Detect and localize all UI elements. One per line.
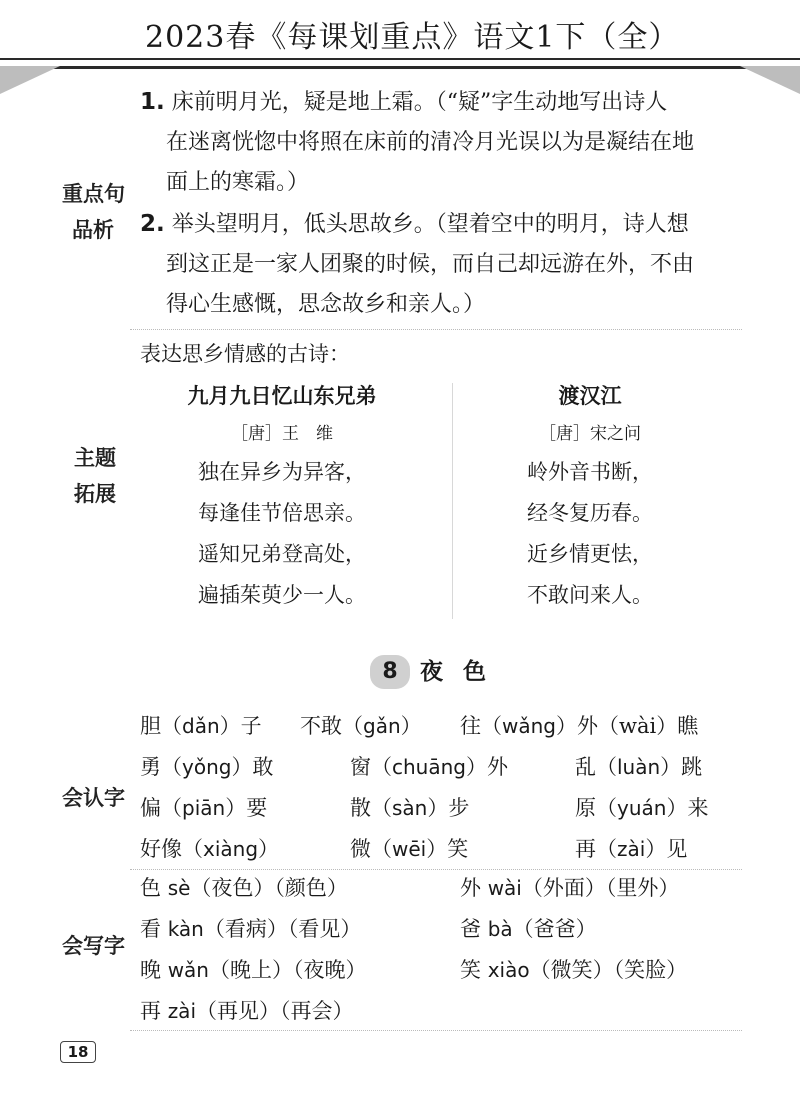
read-char-pinyin: xiàng [203, 837, 259, 861]
page-number: 18 [60, 1041, 96, 1063]
read-char-item: 胆（dǎn）子 [140, 714, 262, 738]
read-char-pinyin: dǎn [182, 714, 220, 738]
read-char-suffix: 跳 [681, 755, 703, 779]
write-char-item [460, 868, 679, 909]
read-char-suffix: 见 [666, 837, 688, 861]
read-char-word: 好像 [140, 837, 182, 861]
read-char-item: 好像（xiàng） [140, 837, 280, 861]
read-char-pinyin: chuāng [392, 755, 466, 779]
write-char-item [460, 909, 597, 950]
header-rule-top [0, 58, 800, 60]
read-char-word: 勇 [140, 755, 161, 779]
poem-line: 不敢问来人。 [527, 583, 653, 607]
write-char: 爸 [460, 917, 481, 941]
poem-line: 近乡情更怯， [527, 542, 653, 566]
section-label-write-chars: 会写字 [62, 934, 125, 958]
read-char-word: 微 [350, 837, 371, 861]
write-char: 看 [140, 917, 161, 941]
read-char-pinyin: yuán [617, 796, 667, 820]
poem-line: 每逢佳节倍思亲。 [198, 501, 366, 525]
poem-title: 渡汉江 [558, 384, 622, 408]
read-char-item: 散（sàn）步 [350, 796, 470, 820]
read-char-item: 再（zài）见 [575, 837, 688, 861]
item-number: 1. [140, 89, 165, 115]
write-char-pinyin: zài [167, 999, 196, 1023]
write-char-item [460, 950, 687, 991]
read-char-pinyin: zài [617, 837, 646, 861]
read-char-item: 原（yuán）来 [575, 796, 709, 820]
write-char-words: （夜色）（颜色） [190, 876, 348, 900]
page-header-title: 2023春《每课划重点》语文1下（全） [145, 20, 680, 55]
theme-intro: 表达思乡情感的古诗： [140, 342, 350, 366]
read-char-item: 不敢（gǎn） [300, 714, 422, 738]
read-char-item: 窗（chuāng）外 [350, 755, 508, 779]
read-char-item: 勇（yǒng）敢 [140, 755, 274, 779]
read-char-pinyin: yǒng [182, 755, 232, 779]
section-label-read-chars: 会认字 [62, 786, 125, 810]
key-sentence-1: 1. 床前明月光，疑是地上霜。（“疑”字生动地写出诗人 在迷离恍惚中将照在床前的清冷月光误以为是凝结在地 面上的寒霜。） [140, 89, 695, 195]
read-char-suffix: 敢 [252, 755, 274, 779]
write-char-words: （微笑）（笑脸） [529, 958, 688, 982]
poem-author: ［唐］王 维 [231, 424, 333, 444]
read-char-word: 再 [575, 837, 596, 861]
read-char-word: 散 [350, 796, 371, 820]
write-char-pinyin: xiào [487, 958, 530, 982]
read-char-item: 乱（luàn）跳 [575, 755, 703, 779]
read-char-word: 往 [460, 714, 481, 738]
write-char-words: （爸爸） [512, 917, 597, 941]
read-char-pinyin: sàn [392, 796, 428, 820]
lesson-title: 夜色 [420, 659, 506, 685]
write-char-item [140, 868, 348, 909]
section-label-key-sentences: 重点句 品析 [62, 182, 125, 242]
read-char-pinyin: luàn [617, 755, 661, 779]
write-char-pinyin: bà [487, 917, 513, 941]
read-char-suffix: 要 [246, 796, 268, 820]
read-char-word: 乱 [575, 755, 596, 779]
write-char: 晚 [140, 958, 161, 982]
write-char-item [140, 991, 354, 1032]
read-char-item: 微（wēi）笑 [350, 837, 469, 861]
poem-line: 独在异乡为异客， [198, 460, 366, 484]
poem-2 [440, 376, 740, 616]
read-char-suffix: 子 [240, 714, 262, 738]
write-char-words: （看病）（看见） [203, 917, 362, 941]
write-char: 色 [140, 876, 161, 900]
read-char-pinyin: gǎn [363, 714, 401, 738]
read-char-suffix: 来 [687, 796, 709, 820]
write-char-item [140, 909, 361, 950]
section-divider [130, 1030, 742, 1031]
write-char: 笑 [460, 958, 481, 982]
write-char-words: （再见）（再会） [196, 999, 354, 1023]
poem-line: 岭外音书断， [527, 460, 653, 484]
read-char-word: 原 [575, 796, 596, 820]
poem-1 [132, 376, 432, 616]
write-char-pinyin: kàn [167, 917, 204, 941]
read-char-pinyin: piān [182, 796, 226, 820]
write-char-pinyin: sè [167, 876, 191, 900]
poem-line: 遍插茱萸少一人。 [198, 583, 366, 607]
header-corner-right [740, 66, 800, 94]
poem-line: 遥知兄弟登高处， [198, 542, 366, 566]
header-rule-bottom [0, 66, 800, 69]
write-char-words: （晚上）（夜晚） [208, 958, 367, 982]
poem-author: ［唐］宋之问 [539, 424, 641, 444]
write-char-pinyin: wài [487, 876, 522, 900]
section-divider [130, 329, 742, 330]
key-sentence-2: 2. 举头望明月，低头思故乡。（望着空中的明月，诗人想 到这正是一家人团聚的时候，而自己却远游在外，不由 得心生感慨，思念故乡和亲人。） [140, 211, 695, 317]
read-char-suffix: 外 [486, 755, 508, 779]
write-char-pinyin: wǎn [167, 958, 209, 982]
section-label-theme: 主题 拓展 [74, 446, 116, 506]
header-corner-left [0, 66, 60, 94]
read-char-word: 胆 [140, 714, 161, 738]
read-char-suffix: 步 [448, 796, 470, 820]
poem-line: 经冬复历春。 [527, 501, 653, 525]
lesson-number: 8 [382, 659, 398, 684]
read-char-word: 不敢 [300, 714, 342, 738]
write-char: 外 [460, 876, 481, 900]
write-char: 再 [140, 999, 161, 1023]
read-char-suffix: 笑 [447, 837, 469, 861]
read-char-item: 偏（piān）要 [140, 796, 268, 820]
poem-title: 九月九日忆山东兄弟 [187, 384, 377, 408]
read-char-pinyin: wǎng [502, 714, 556, 738]
read-char-pinyin: wēi [392, 837, 427, 861]
read-char-item: 往（wǎng）外（wài）瞧 [460, 714, 699, 738]
read-char-word: 窗 [350, 755, 371, 779]
write-char-words: （外面）（里外） [521, 876, 680, 900]
read-char-word: 偏 [140, 796, 161, 820]
item-number: 2. [140, 211, 165, 237]
write-char-item [140, 950, 366, 991]
read-char-suffix: 外（wài）瞧 [576, 714, 699, 738]
